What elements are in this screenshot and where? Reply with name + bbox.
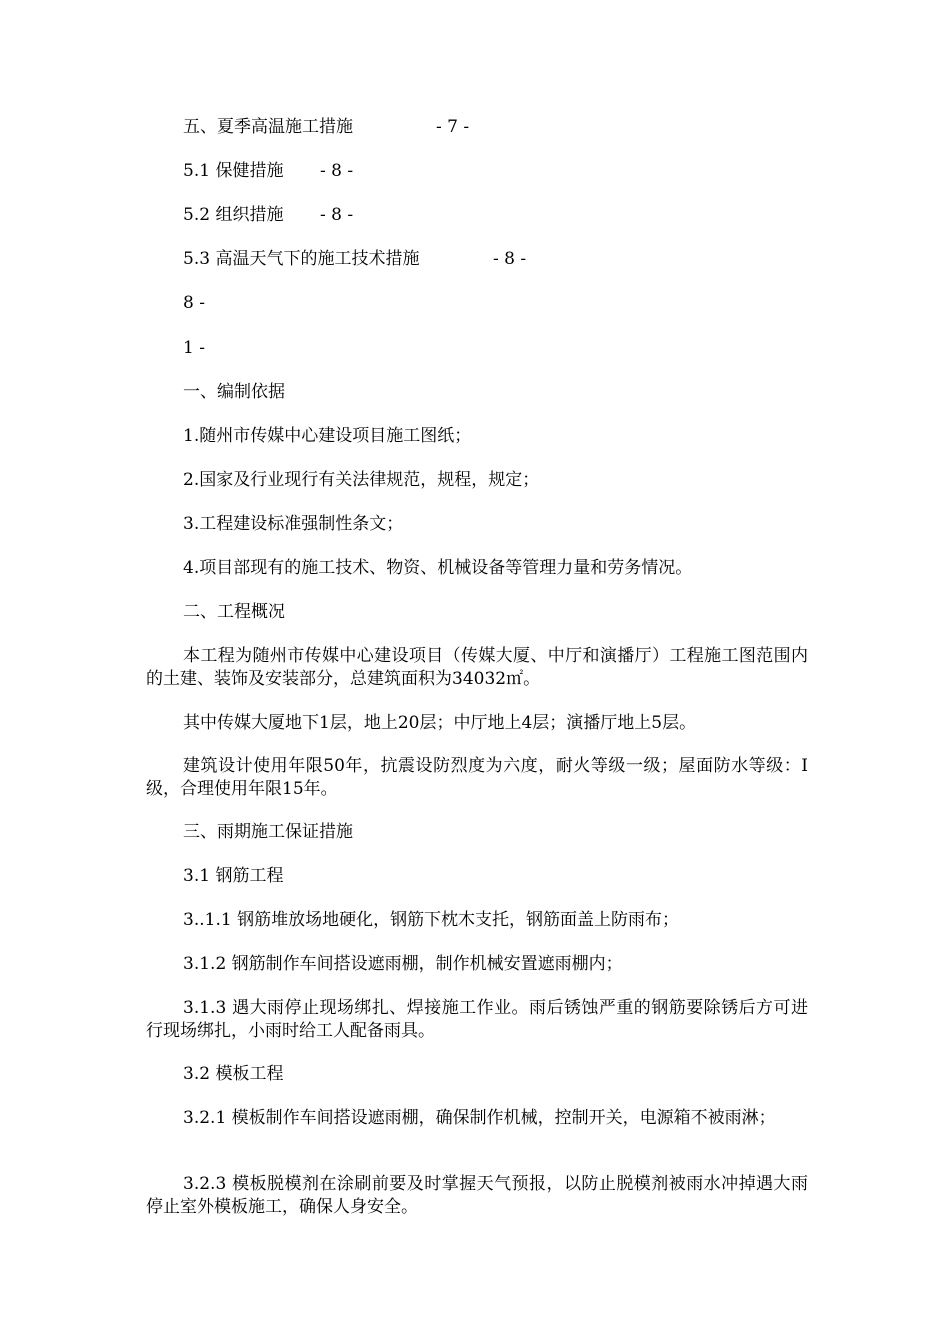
- toc-entry: [183, 248, 527, 270]
- toc-entry-page: - 8 -: [320, 161, 354, 181]
- toc-entry-page: - 8 -: [320, 205, 354, 225]
- paragraph: 建筑设计使用年限50年，抗震设防烈度为六度，耐火等级一级；屋面防水等级：I级，合理使用年限15年。: [146, 756, 808, 799]
- stray-page-number: 8 -: [183, 293, 205, 313]
- toc-entry: [183, 204, 354, 226]
- paragraph: 3.1.2 钢筋制作车间搭设遮雨棚，制作机械安置遮雨棚内；: [183, 954, 623, 974]
- toc-entry-title: 5.2 组织措施: [183, 205, 284, 225]
- paragraph: 3.2.3 模板脱模剂在涂刷前要及时掌握天气预报，以防止脱模剂被雨水冲掉遇大雨停止室外模板施工，确保人身安全。: [146, 1174, 808, 1217]
- toc-entry: [183, 116, 470, 138]
- toc-entry: [183, 160, 354, 182]
- toc-entry-title: 5.1 保健措施: [183, 161, 284, 181]
- toc-entry-title: 五、夏季高温施工措施: [183, 117, 353, 137]
- paragraph: 本工程为随州市传媒中心建设项目（传媒大厦、中厅和演播厅）工程施工图范围内的土建、装饰及安装部分，总建筑面积为34032㎡。: [146, 646, 808, 689]
- stray-page-number: 1 -: [183, 338, 205, 358]
- list-item: 1.随州市传媒中心建设项目施工图纸；: [183, 426, 472, 446]
- paragraph: 其中传媒大厦地下1层，地上20层；中厅地上4层；演播厅地上5层。: [183, 713, 697, 733]
- toc-entry-title: 5.3 高温天气下的施工技术措施: [183, 249, 420, 269]
- toc-entry-page: - 8 -: [493, 249, 527, 269]
- list-item: 2.国家及行业现行有关法律规范，规程，规定；: [183, 470, 540, 490]
- section-heading: 一、编制依据: [183, 382, 285, 402]
- list-item: 4.项目部现有的施工技术、物资、机械设备等管理力量和劳务情况。: [183, 558, 693, 578]
- subsection-heading: 3.2 模板工程: [183, 1064, 284, 1084]
- list-item: 3.工程建设标准强制性条文；: [183, 514, 404, 534]
- paragraph: 3..1.1 钢筋堆放场地硬化，钢筋下枕木支托，钢筋面盖上防雨布；: [183, 910, 680, 930]
- paragraph: 3.2.1 模板制作车间搭设遮雨棚，确保制作机械，控制开关，电源箱不被雨淋；: [183, 1108, 776, 1128]
- subsection-heading: 3.1 钢筋工程: [183, 866, 284, 886]
- section-heading: 二、工程概况: [183, 602, 285, 622]
- section-heading: 三、雨期施工保证措施: [183, 822, 353, 842]
- toc-entry-page: - 7 -: [436, 117, 470, 137]
- paragraph: 3.1.3 遇大雨停止现场绑扎、焊接施工作业。雨后锈蚀严重的钢筋要除锈后方可进行现场绑扎，小雨时给工人配备雨具。: [146, 998, 808, 1041]
